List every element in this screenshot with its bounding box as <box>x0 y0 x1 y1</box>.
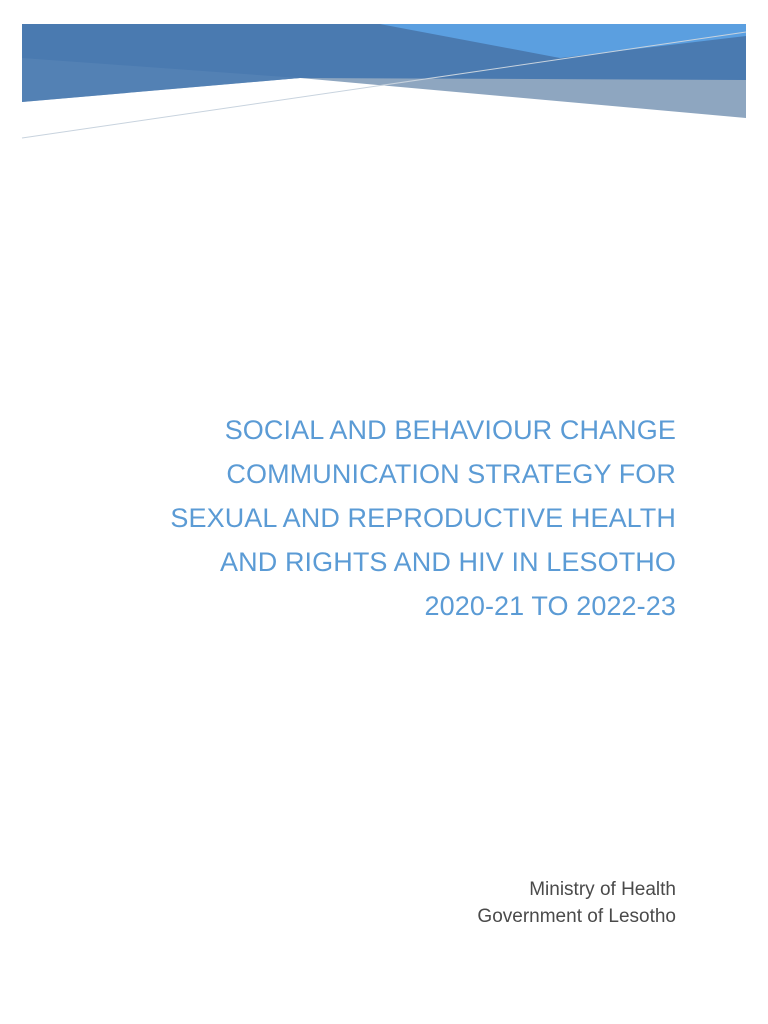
title-line: COMMUNICATION STRATEGY FOR <box>226 459 676 489</box>
title-line: SEXUAL AND REPRODUCTIVE HEALTH <box>170 503 676 533</box>
title-line: SOCIAL AND BEHAVIOUR CHANGE <box>224 415 676 445</box>
publisher-block <box>316 876 676 930</box>
government-name: Government of Lesotho <box>477 906 676 927</box>
header-decorative-band <box>0 0 768 150</box>
title-line: AND RIGHTS AND HIV IN LESOTHO <box>220 547 676 577</box>
ministry-name: Ministry of Health <box>529 879 676 900</box>
document-title <box>156 408 676 628</box>
title-period: 2020-21 TO 2022-23 <box>424 591 676 621</box>
